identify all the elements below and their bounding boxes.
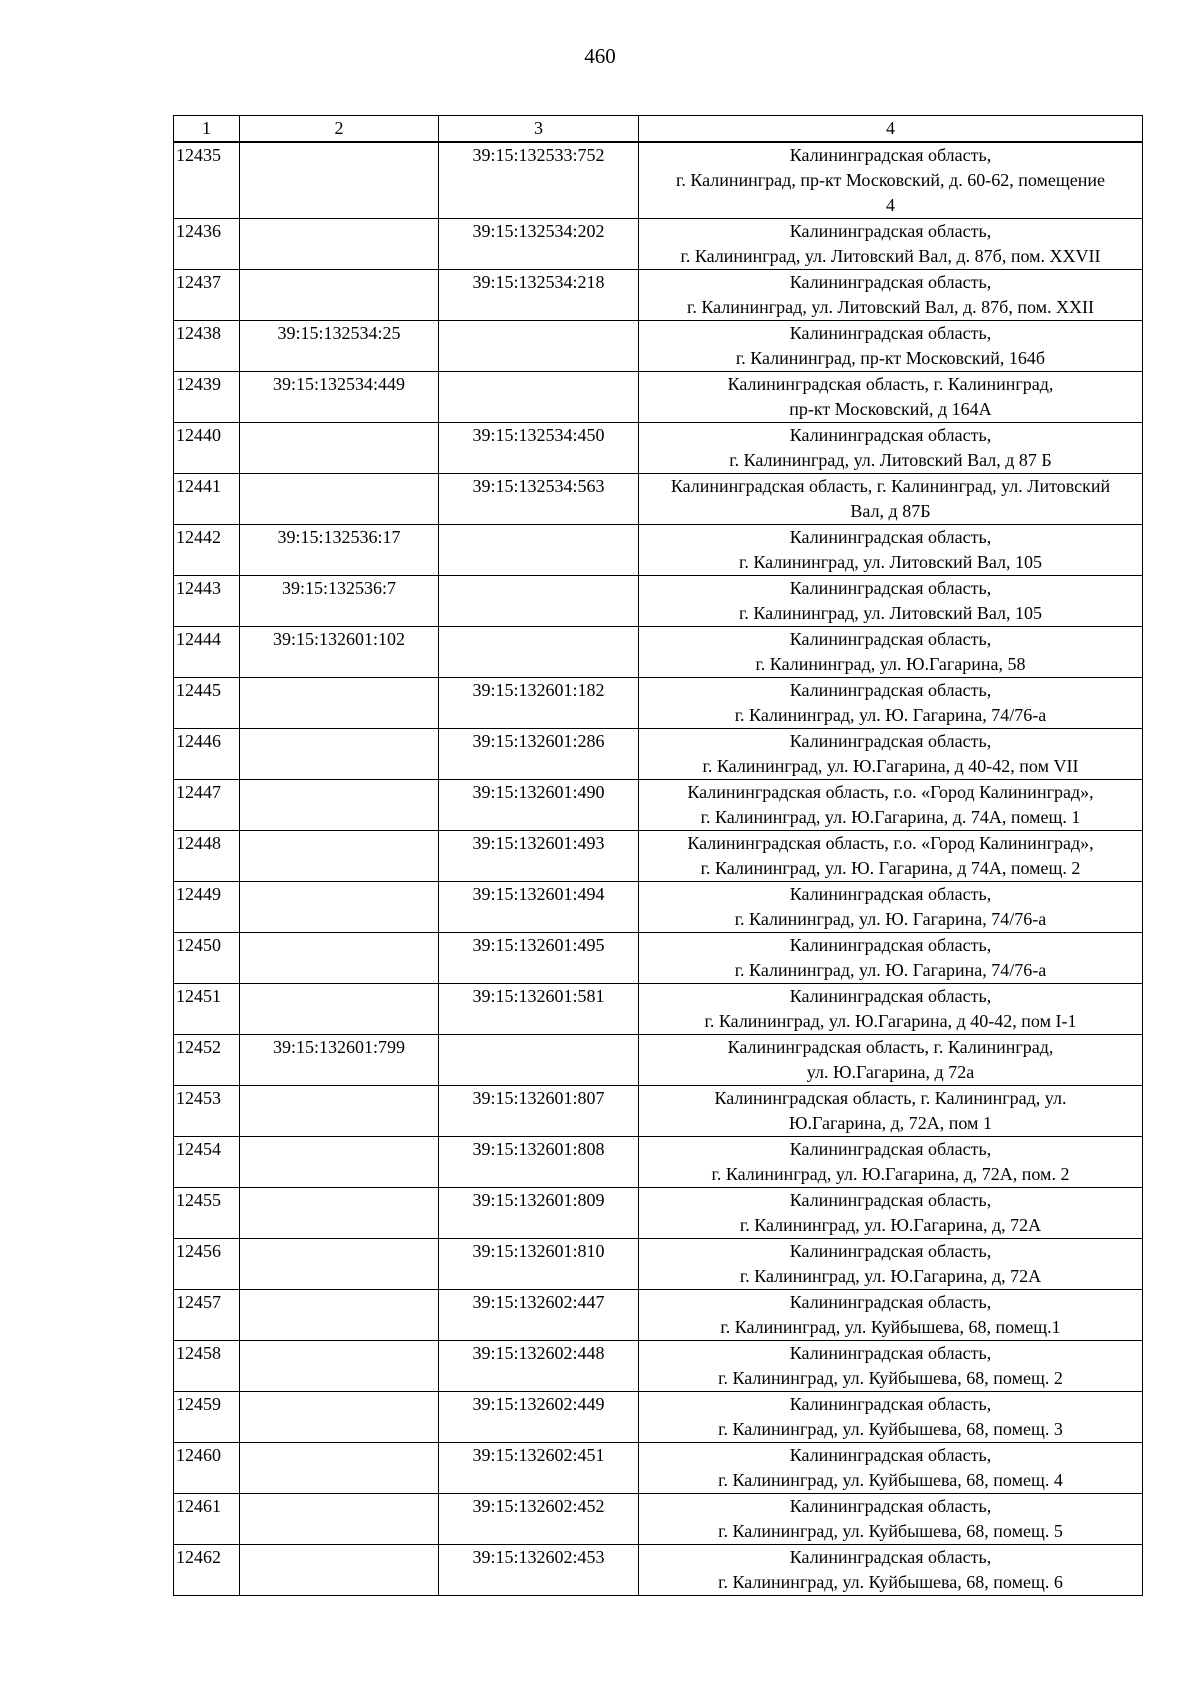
row-number: 12453 [174, 1086, 240, 1137]
table-row [174, 1341, 1143, 1392]
row-number: 12442 [174, 525, 240, 576]
cadastral-number-col3: 39:15:132602:447 [439, 1290, 639, 1341]
cadastral-number-col3: 39:15:132601:809 [439, 1188, 639, 1239]
table-row [174, 142, 1143, 219]
cadastral-number-col2 [240, 1443, 439, 1494]
row-number: 12457 [174, 1290, 240, 1341]
row-number: 12459 [174, 1392, 240, 1443]
address-cell: Калининградская область, г. Калининград, ул. Литовский Вал, д. 87б, пом. XXII [639, 270, 1143, 321]
cadastral-number-col3: 39:15:132601:808 [439, 1137, 639, 1188]
address-cell: Калининградская область, г. Калининград, ул. Ю.Гагарина, д, 72А, пом. 2 [639, 1137, 1143, 1188]
cadastral-number-col3: 39:15:132534:218 [439, 270, 639, 321]
column-header-3: 3 [439, 116, 639, 143]
cadastral-number-col3: 39:15:132602:451 [439, 1443, 639, 1494]
table-row [174, 882, 1143, 933]
table-row [174, 1494, 1143, 1545]
address-cell: Калининградская область, г. Калининград, ул. Куйбышева, 68, помещ. 6 [639, 1545, 1143, 1596]
cadastral-number-col2 [240, 678, 439, 729]
cadastral-number-col2 [240, 1290, 439, 1341]
address-cell: Калининградская область, г. Калининград, пр-кт Московский, 164б [639, 321, 1143, 372]
row-number: 12443 [174, 576, 240, 627]
row-number: 12450 [174, 933, 240, 984]
cadastral-number-col2 [240, 831, 439, 882]
cadastral-number-col2 [240, 1392, 439, 1443]
row-number: 12438 [174, 321, 240, 372]
table-row [174, 1290, 1143, 1341]
table-row [174, 627, 1143, 678]
row-number: 12447 [174, 780, 240, 831]
cadastral-number-col3: 39:15:132601:490 [439, 780, 639, 831]
row-number: 12456 [174, 1239, 240, 1290]
address-cell: Калининградская область, г. Калининград, ул. Литовский Вал, 105 [639, 576, 1143, 627]
row-number: 12451 [174, 984, 240, 1035]
cadastral-number-col3 [439, 1035, 639, 1086]
table-row [174, 321, 1143, 372]
table-row [174, 219, 1143, 270]
row-number: 12441 [174, 474, 240, 525]
table-row [174, 1239, 1143, 1290]
registry-table [173, 115, 1143, 1596]
address-cell: Калининградская область, г. Калининград, ул. Ю.Гагарина, д, 72А [639, 1239, 1143, 1290]
cadastral-number-col3: 39:15:132534:202 [439, 219, 639, 270]
cadastral-number-col2 [240, 474, 439, 525]
row-number: 12436 [174, 219, 240, 270]
cadastral-number-col2 [240, 1341, 439, 1392]
row-number: 12462 [174, 1545, 240, 1596]
cadastral-number-col2 [240, 423, 439, 474]
address-cell: Калининградская область, г. Калининград, ул. Куйбышева, 68, помещ.1 [639, 1290, 1143, 1341]
table-row [174, 525, 1143, 576]
cadastral-number-col3: 39:15:132602:449 [439, 1392, 639, 1443]
cadastral-number-col2 [240, 1188, 439, 1239]
row-number: 12455 [174, 1188, 240, 1239]
table-row [174, 372, 1143, 423]
cadastral-number-col3 [439, 627, 639, 678]
cadastral-number-col2: 39:15:132601:799 [240, 1035, 439, 1086]
table-row [174, 1392, 1143, 1443]
address-cell: Калининградская область, г. Калининград, пр-кт Московский, д 164А [639, 372, 1143, 423]
address-cell: Калининградская область, г. Калининград, ул. Куйбышева, 68, помещ. 3 [639, 1392, 1143, 1443]
cadastral-number-col3: 39:15:132602:452 [439, 1494, 639, 1545]
row-number: 12435 [174, 142, 240, 219]
cadastral-number-col3: 39:15:132601:581 [439, 984, 639, 1035]
address-cell: Калининградская область, г. Калининград, ул. Литовский Вал, д. 87б, пом. XXVII [639, 219, 1143, 270]
cadastral-number-col3: 39:15:132601:807 [439, 1086, 639, 1137]
cadastral-number-col2: 39:15:132534:449 [240, 372, 439, 423]
table-body [174, 142, 1143, 1596]
address-cell: Калининградская область, г. Калининград, ул. Куйбышева, 68, помещ. 2 [639, 1341, 1143, 1392]
table-row [174, 1035, 1143, 1086]
address-cell: Калининградская область, г. Калининград, ул. Ю.Гагарина, д, 72А, пом 1 [639, 1086, 1143, 1137]
address-cell: Калининградская область, г. Калининград, ул. Куйбышева, 68, помещ. 5 [639, 1494, 1143, 1545]
address-cell: Калининградская область, г. Калининград, ул. Куйбышева, 68, помещ. 4 [639, 1443, 1143, 1494]
cadastral-number-col2 [240, 1086, 439, 1137]
cadastral-number-col3: 39:15:132534:450 [439, 423, 639, 474]
cadastral-number-col3: 39:15:132601:493 [439, 831, 639, 882]
table-row [174, 1137, 1143, 1188]
row-number: 12437 [174, 270, 240, 321]
table-row [174, 1188, 1143, 1239]
cadastral-number-col3: 39:15:132602:448 [439, 1341, 639, 1392]
cadastral-number-col2 [240, 780, 439, 831]
cadastral-number-col2 [240, 1494, 439, 1545]
table-row [174, 1545, 1143, 1596]
row-number: 12445 [174, 678, 240, 729]
cadastral-number-col2 [240, 219, 439, 270]
table-row [174, 831, 1143, 882]
row-number: 12460 [174, 1443, 240, 1494]
cadastral-number-col3: 39:15:132601:286 [439, 729, 639, 780]
cadastral-number-col3: 39:15:132601:494 [439, 882, 639, 933]
cadastral-number-col2 [240, 729, 439, 780]
cadastral-number-col2 [240, 882, 439, 933]
row-number: 12454 [174, 1137, 240, 1188]
table-row [174, 780, 1143, 831]
column-header-4: 4 [639, 116, 1143, 143]
row-number: 12458 [174, 1341, 240, 1392]
cadastral-number-col2 [240, 984, 439, 1035]
table-row [174, 729, 1143, 780]
address-cell: Калининградская область, г.о. «Город Калининград», г. Калининград, ул. Ю. Гагарина, д 74А, помещ. 2 [639, 831, 1143, 882]
table-row [174, 678, 1143, 729]
table-row [174, 270, 1143, 321]
cadastral-number-col3: 39:15:132601:810 [439, 1239, 639, 1290]
row-number: 12448 [174, 831, 240, 882]
row-number: 12440 [174, 423, 240, 474]
cadastral-number-col2 [240, 270, 439, 321]
table-row [174, 1443, 1143, 1494]
header-row [174, 116, 1143, 143]
address-cell: Калининградская область, г. Калининград, ул. Ю.Гагарина, 58 [639, 627, 1143, 678]
table-row [174, 1086, 1143, 1137]
cadastral-number-col2 [240, 933, 439, 984]
cadastral-number-col3: 39:15:132533:752 [439, 142, 639, 219]
table-row [174, 576, 1143, 627]
address-cell: Калининградская область, г.о. «Город Калининград», г. Калининград, ул. Ю.Гагарина, д. 74А, помещ. 1 [639, 780, 1143, 831]
cadastral-number-col3: 39:15:132602:453 [439, 1545, 639, 1596]
cadastral-number-col2: 39:15:132534:25 [240, 321, 439, 372]
address-cell: Калининградская область, г. Калининград, ул. Ю. Гагарина, 74/76-а [639, 933, 1143, 984]
address-cell: Калининградская область, г. Калининград, ул. Литовский Вал, д 87Б [639, 474, 1143, 525]
row-number: 12446 [174, 729, 240, 780]
address-cell: Калининградская область, г. Калининград, ул. Ю.Гагарина, д 72а [639, 1035, 1143, 1086]
address-cell: Калининградская область, г. Калининград, ул. Литовский Вал, д 87 Б [639, 423, 1143, 474]
address-cell: Калининградская область, г. Калининград, пр-кт Московский, д. 60-62, помещение 4 [639, 142, 1143, 219]
row-number: 12452 [174, 1035, 240, 1086]
cadastral-number-col2 [240, 1137, 439, 1188]
column-header-1: 1 [174, 116, 240, 143]
table-row [174, 423, 1143, 474]
table-row [174, 933, 1143, 984]
cadastral-number-col2: 39:15:132601:102 [240, 627, 439, 678]
address-cell: Калининградская область, г. Калининград, ул. Ю.Гагарина, д, 72А [639, 1188, 1143, 1239]
address-cell: Калининградская область, г. Калининград, ул. Ю.Гагарина, д 40-42, пом I-1 [639, 984, 1143, 1035]
cadastral-number-col2: 39:15:132536:17 [240, 525, 439, 576]
cadastral-number-col2: 39:15:132536:7 [240, 576, 439, 627]
cadastral-number-col3: 39:15:132534:563 [439, 474, 639, 525]
cadastral-number-col3 [439, 576, 639, 627]
column-header-2: 2 [240, 116, 439, 143]
cadastral-number-col3: 39:15:132601:495 [439, 933, 639, 984]
address-cell: Калининградская область, г. Калининград, ул. Ю. Гагарина, 74/76-а [639, 882, 1143, 933]
row-number: 12449 [174, 882, 240, 933]
cadastral-number-col3 [439, 372, 639, 423]
cadastral-number-col3 [439, 321, 639, 372]
cadastral-number-col3: 39:15:132601:182 [439, 678, 639, 729]
cadastral-number-col2 [240, 142, 439, 219]
page-number: 460 [584, 44, 616, 68]
address-cell: Калининградская область, г. Калининград, ул. Литовский Вал, 105 [639, 525, 1143, 576]
address-cell: Калининградская область, г. Калининград, ул. Ю. Гагарина, 74/76-а [639, 678, 1143, 729]
table-row [174, 474, 1143, 525]
cadastral-number-col3 [439, 525, 639, 576]
row-number: 12444 [174, 627, 240, 678]
cadastral-number-col2 [240, 1545, 439, 1596]
table-row [174, 984, 1143, 1035]
cadastral-number-col2 [240, 1239, 439, 1290]
address-cell: Калининградская область, г. Калининград, ул. Ю.Гагарина, д 40-42, пом VII [639, 729, 1143, 780]
row-number: 12439 [174, 372, 240, 423]
row-number: 12461 [174, 1494, 240, 1545]
